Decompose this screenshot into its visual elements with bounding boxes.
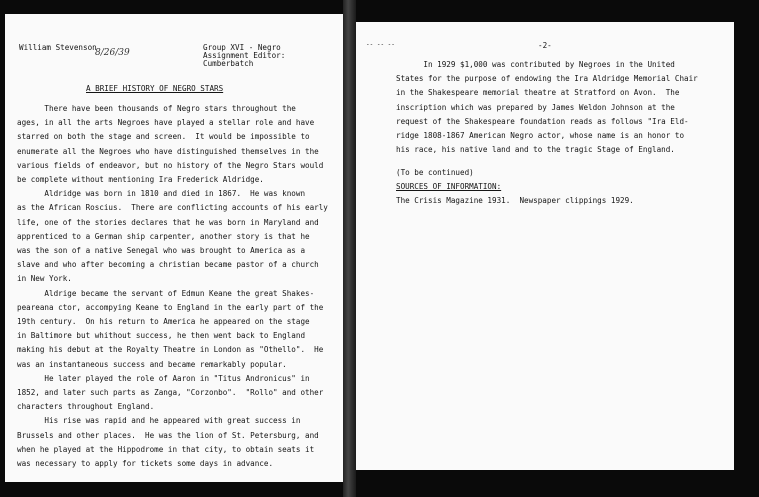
text-line: There have been thousands of Negro stars throughout the (17, 104, 296, 113)
text-line: his race, his native land and to the tragic Stage of England. (396, 145, 675, 155)
text-line: 1852, and later such parts as Zanga, "Corzonbo". "Rollo" and other (17, 388, 324, 397)
binding-gutter (343, 0, 356, 497)
text-line: ridge 1808-1867 American Negro actor, whose name is an honor to (396, 131, 685, 140)
text-line: He later played the role of Aaron in "Titus Andronicus" in (17, 373, 310, 383)
page-number: -2- (538, 41, 552, 50)
text-line: request of the Shakespeare foundation reads as follows "Ira Eld- (396, 116, 689, 126)
sources-heading: SOURCES OF INFORMATION: (396, 182, 502, 191)
text-line: was the son of a native Senegal who was brought to America as a (17, 246, 306, 255)
text-line: in New York. (17, 274, 72, 284)
to-be-continued: (To be continued) (396, 168, 474, 177)
text-line: enumerate all the Negroes who have distinguished themselves in the (17, 146, 319, 156)
text-line: 19th century. On his return to America he appeared on the stage (17, 317, 310, 326)
text-line: be complete without mentioning Ira Frederick Aldridge. (17, 175, 264, 184)
document-title: A BRIEF HISTORY OF NEGRO STARS (86, 84, 224, 93)
text-line: apprenticed to a German ship carpenter, another story is that he (17, 231, 310, 241)
text-line: in the Shakespeare memorial theatre at Stratford on Avon. The (396, 88, 680, 98)
left-page (5, 14, 343, 482)
text-line: His rise was rapid and he appeared with great success in (17, 416, 301, 426)
text-line: characters throughout England. (17, 402, 155, 412)
text-line: In 1929 $1,000 was contributed by Negroes in the United (396, 60, 675, 69)
text-line: making his debut at the Royalty Theatre in London as "Othello". He (17, 345, 324, 355)
text-line: in Baltimore but whithout success, he then went back to England (17, 331, 306, 341)
text-line: inscription which was prepared by James Weldon Johnson at the (396, 102, 675, 112)
text-line: when he played at the Hippodrome in that city, to obtain seats it (17, 444, 315, 454)
text-line: starred on both the stage and screen. It would be impossible to (17, 132, 310, 142)
group-line-3: Cumberbatch (203, 59, 254, 68)
text-line: was necessary to apply for tickets some days in advance. (17, 459, 274, 468)
group-line-2: Assignment Editor: (203, 51, 286, 60)
text-line: States for the purpose of endowing the Ira Aldridge Memorial Chair (396, 74, 698, 84)
sources-text: The Crisis Magazine 1931. Newspaper clippings 1929. (396, 196, 634, 205)
text-line: life, one of the stories declares that he was born in Maryland and (17, 217, 319, 227)
corner-mark: -- -- -- (366, 41, 395, 48)
text-line: as the African Roscius. There are conflicting accounts of his early (17, 203, 328, 213)
text-line: Aldrige became the servant of Edmun Keane the great Shakes- (17, 288, 315, 298)
author-name: William Stevenson (19, 43, 97, 52)
text-line: slave and who after becoming a christian became pastor of a church (17, 260, 319, 270)
handwritten-date-note: 8/26/39 (95, 48, 130, 58)
text-line: was an instantaneous success and became remarkably popular. (17, 359, 287, 369)
group-line-1: Group XVI - Negro (203, 43, 281, 52)
text-line: Aldridge was born in 1810 and died in 1867. He was known (17, 189, 306, 199)
text-line: peareana ctor, accompying Keane to England in the early part of the (17, 302, 324, 312)
text-line: various fields of endeavor, but no history of the Negro Stars would (17, 160, 324, 170)
text-line: ages, in all the arts Negroes have played a stellar role and have (17, 118, 315, 128)
text-line: Brussels and other places. He was the lion of St. Petersburg, and (17, 430, 319, 440)
right-page (356, 22, 734, 470)
